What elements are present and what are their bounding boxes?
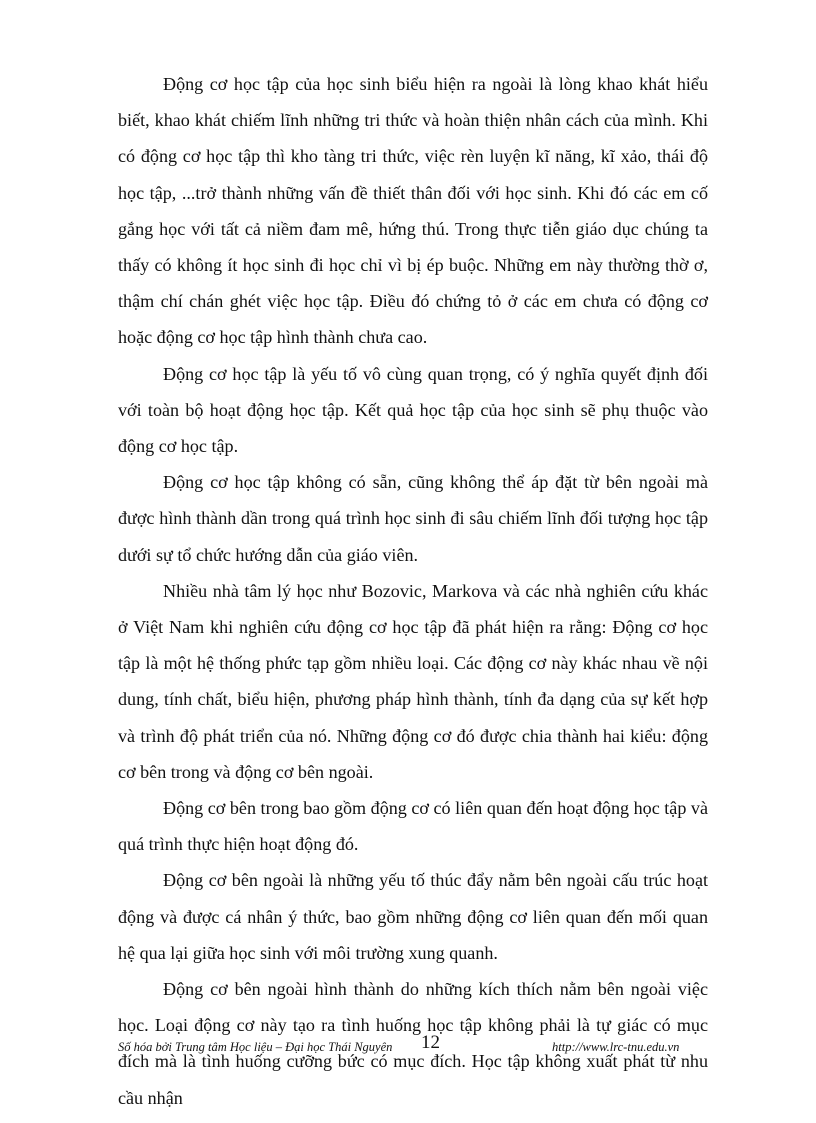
paragraph-4: Nhiều nhà tâm lý học như Bozovic, Markova và các nhà nghiên cứu khác ở Việt Nam khi nghiên cứu động cơ học tập đã phát hiện ra rằng: Động cơ học tập là một hệ thống phức tạp gồm nhiều loại. Các động cơ này khác nhau về nội dung, tính chất, biểu hiện, phương pháp hình thành, tính đa dạng của sự kết hợp và trình độ phát triển của nó. Những động cơ đó được chia thành hai kiểu: động cơ bên trong và động cơ bên ngoài. [118, 580, 708, 782]
paragraph-1: Động cơ học tập của học sinh biểu hiện ra ngoài là lòng khao khát hiểu biết, khao khát chiếm lĩnh những tri thức và hoàn thiện nhân cách của mình. Khi có động cơ học tập thì kho tàng tri thức, việc rèn luyện kĩ năng, kĩ xảo, thái độ học tập, ...trở thành những vấn đề thiết thân đối với học sinh. Khi đó các em cố gắng học với tất cả niềm đam mê, hứng thú. Trong thực tiễn giáo dục chúng ta thấy có không ít học sinh đi học chỉ vì bị ép buộc. Những em này thường thờ ơ, thậm chí chán ghét việc học tập. Điều đó chứng tỏ ở các em chưa có động cơ hoặc động cơ học tập hình thành chưa cao. [118, 74, 708, 348]
paragraph-2: Động cơ học tập là yếu tố vô cùng quan trọng, có ý nghĩa quyết định đối với toàn bộ hoạt động học tập. Kết quả học tập của học sinh sẽ phụ thuộc vào động cơ học tập. [118, 363, 708, 457]
page-footer [118, 1032, 708, 1062]
body-text [118, 66, 708, 1116]
page-number: 12 [421, 1032, 440, 1053]
footer-url[interactable]: http://www.lrc-tnu.edu.vn [552, 1040, 680, 1054]
paragraph-3: Động cơ học tập không có sẵn, cũng không thể áp đặt từ bên ngoài mà được hình thành dần trong quá trình học sinh đi sâu chiếm lĩnh đối tượng học tập dưới sự tổ chức hướng dẫn của giáo viên. [118, 472, 708, 565]
paragraph-5: Động cơ bên trong bao gồm động cơ có liên quan đến hoạt động học tập và quá trình thực hiện hoạt động đó. [118, 798, 708, 855]
paragraph-6: Động cơ bên ngoài là những yếu tố thúc đẩy nằm bên ngoài cấu trúc hoạt động và được cá nhân ý thức, bao gồm những động cơ liên quan đến mối quan hệ qua lại giữa học sinh với môi trường xung quanh. [118, 870, 708, 963]
paragraph-7: Động cơ bên ngoài hình thành do những kích thích nằm bên ngoài việc học. Loại động cơ này tạo ra tình huống học tập không phải là tự giác có mục đích mà là tình huống cưỡng bức có mục đích. Học tập không xuất phát từ nhu cầu nhận [118, 979, 708, 1108]
footer-source: Số hóa bởi Trung tâm Học liệu – Đại học Thái Nguyên [118, 1040, 393, 1054]
